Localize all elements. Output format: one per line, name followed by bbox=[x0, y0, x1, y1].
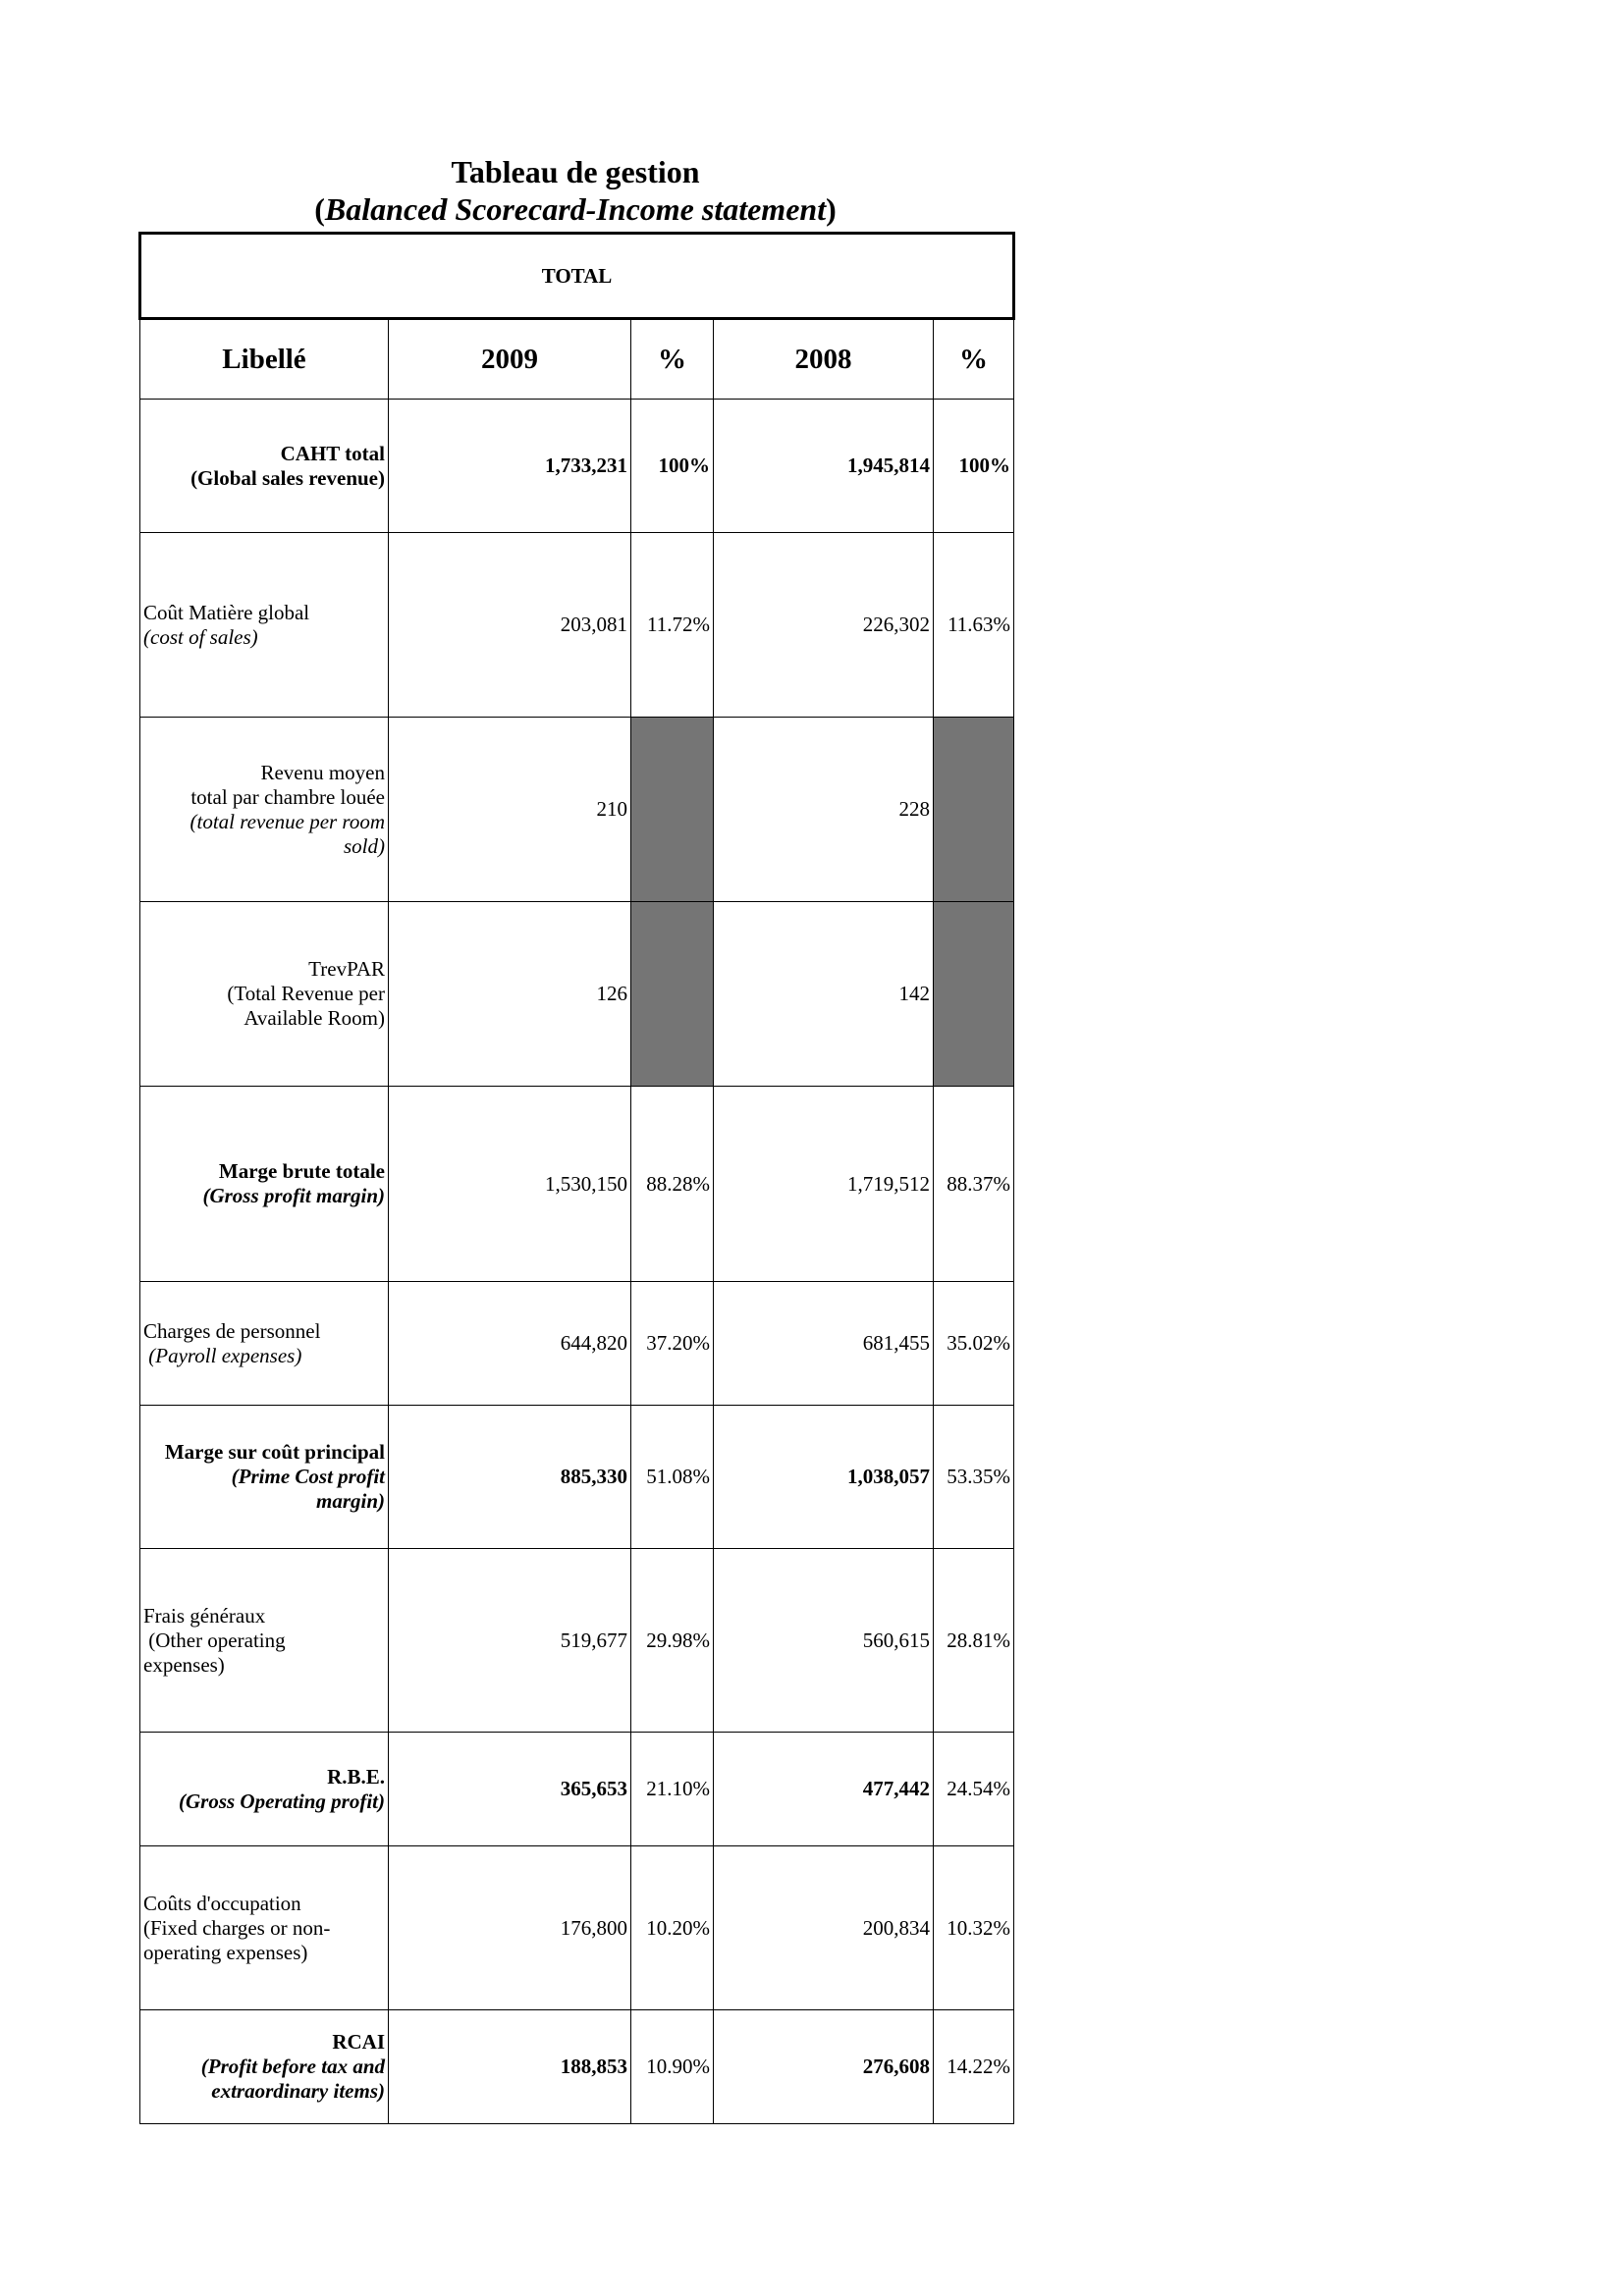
label-line: margin) bbox=[315, 1489, 385, 1513]
subtitle-open-paren: ( bbox=[314, 191, 325, 227]
pct-2008: 35.02% bbox=[934, 1282, 1014, 1406]
total-header: TOTAL bbox=[140, 234, 1014, 319]
label-line: (Fixed charges or non- bbox=[143, 1915, 331, 1940]
table-row-payroll-expenses bbox=[140, 1282, 1014, 1406]
label-line: Marge brute totale bbox=[218, 1159, 385, 1183]
row-label bbox=[140, 1846, 389, 2010]
label-line: (Prime Cost profit bbox=[231, 1465, 385, 1488]
table-row-gross-operating-profit bbox=[140, 1733, 1014, 1846]
value-2008: 142 bbox=[714, 902, 934, 1087]
label-line: (Payroll expenses) bbox=[143, 1343, 302, 1367]
value-2008: 1,719,512 bbox=[714, 1087, 934, 1282]
label-line: (Total Revenue per bbox=[227, 982, 385, 1005]
pct-2008: 10.32% bbox=[934, 1846, 1014, 2010]
col-header-label: Libellé bbox=[140, 319, 389, 400]
pct-2009: 88.28% bbox=[631, 1087, 714, 1282]
value-2008: 1,038,057 bbox=[714, 1406, 934, 1549]
scorecard-table bbox=[138, 232, 1015, 2124]
value-2009: 126 bbox=[389, 902, 631, 1087]
label-line: R.B.E. bbox=[327, 1764, 385, 1789]
value-2009: 188,853 bbox=[389, 2010, 631, 2124]
table-row-trevpar bbox=[140, 902, 1014, 1087]
value-2009: 885,330 bbox=[389, 1406, 631, 1549]
label-line: total par chambre louée bbox=[190, 784, 385, 809]
pct-2009: 51.08% bbox=[631, 1406, 714, 1549]
pct-2008: 14.22% bbox=[934, 2010, 1014, 2124]
table-row-occupancy-costs bbox=[140, 1846, 1014, 2010]
pct-2009: 29.98% bbox=[631, 1549, 714, 1733]
label-line: expenses) bbox=[143, 1652, 225, 1677]
row-label bbox=[140, 400, 389, 533]
label-line: (Profit before tax and bbox=[200, 2055, 385, 2078]
row-label bbox=[140, 2010, 389, 2124]
label-line: CAHT total bbox=[280, 441, 385, 465]
pct-2009: 37.20% bbox=[631, 1282, 714, 1406]
pct-2008: 28.81% bbox=[934, 1549, 1014, 1733]
pct-2008: 88.37% bbox=[934, 1087, 1014, 1282]
value-2009: 365,653 bbox=[389, 1733, 631, 1846]
page-subtitle bbox=[138, 190, 1012, 228]
value-2009: 1,530,150 bbox=[389, 1087, 631, 1282]
label-line: (Gross Operating profit) bbox=[178, 1789, 385, 1813]
row-label bbox=[140, 1733, 389, 1846]
pct-2008: 24.54% bbox=[934, 1733, 1014, 1846]
value-2008: 276,608 bbox=[714, 2010, 934, 2124]
row-label bbox=[140, 533, 389, 718]
col-header-pct-2008: % bbox=[934, 319, 1014, 400]
value-2009: 176,800 bbox=[389, 1846, 631, 2010]
label-line: Coût Matière global bbox=[143, 600, 310, 624]
table-row-cost-of-sales bbox=[140, 533, 1014, 718]
table-row-prime-cost-margin bbox=[140, 1406, 1014, 1549]
label-line: (Gross profit margin) bbox=[202, 1184, 385, 1207]
pct-2009: 11.72% bbox=[631, 533, 714, 718]
label-line: RCAI bbox=[332, 2030, 385, 2054]
value-2009: 203,081 bbox=[389, 533, 631, 718]
pct-2009-shaded bbox=[631, 902, 714, 1087]
row-label bbox=[140, 902, 389, 1087]
pct-2008: 53.35% bbox=[934, 1406, 1014, 1549]
table-row-gross-profit-margin bbox=[140, 1087, 1014, 1282]
pct-2008-shaded bbox=[934, 902, 1014, 1087]
pct-2008: 11.63% bbox=[934, 533, 1014, 718]
value-2008: 226,302 bbox=[714, 533, 934, 718]
subtitle-text: Balanced Scorecard-Income statement bbox=[324, 191, 827, 227]
row-label bbox=[140, 1087, 389, 1282]
table-row-other-operating-expenses bbox=[140, 1549, 1014, 1733]
value-2009: 210 bbox=[389, 718, 631, 902]
value-2008: 1,945,814 bbox=[714, 400, 934, 533]
subtitle-close-paren: ) bbox=[826, 191, 837, 227]
table-row-profit-before-tax bbox=[140, 2010, 1014, 2124]
label-line: (cost of sales) bbox=[143, 624, 258, 649]
col-header-2008: 2008 bbox=[714, 319, 934, 400]
col-header-2009: 2009 bbox=[389, 319, 631, 400]
label-line: Frais généraux bbox=[143, 1603, 266, 1628]
pct-2009: 100% bbox=[631, 400, 714, 533]
label-line: sold) bbox=[344, 833, 385, 858]
table-row-caht-total bbox=[140, 400, 1014, 533]
pct-2008-shaded bbox=[934, 718, 1014, 902]
pct-2008: 100% bbox=[934, 400, 1014, 533]
pct-2009: 10.90% bbox=[631, 2010, 714, 2124]
value-2009: 1,733,231 bbox=[389, 400, 631, 533]
value-2008: 681,455 bbox=[714, 1282, 934, 1406]
value-2009: 519,677 bbox=[389, 1549, 631, 1733]
table-row-revenue-per-room bbox=[140, 718, 1014, 902]
pct-2009: 21.10% bbox=[631, 1733, 714, 1846]
row-label bbox=[140, 1549, 389, 1733]
row-label bbox=[140, 1282, 389, 1406]
page-title: Tableau de gestion bbox=[451, 154, 700, 189]
row-label bbox=[140, 718, 389, 902]
value-2008: 200,834 bbox=[714, 1846, 934, 2010]
value-2009: 644,820 bbox=[389, 1282, 631, 1406]
label-line: (Other operating bbox=[143, 1628, 286, 1652]
label-line: operating expenses) bbox=[143, 1940, 308, 1964]
row-label bbox=[140, 1406, 389, 1549]
col-header-pct-2009: % bbox=[631, 319, 714, 400]
value-2008: 477,442 bbox=[714, 1733, 934, 1846]
label-line: Coûts d'occupation bbox=[143, 1891, 301, 1915]
label-line: (Global sales revenue) bbox=[190, 465, 385, 490]
label-line: TrevPAR bbox=[308, 957, 385, 981]
value-2008: 228 bbox=[714, 718, 934, 902]
label-line: Available Room) bbox=[244, 1006, 385, 1030]
label-line: Revenu moyen bbox=[260, 760, 385, 784]
pct-2009-shaded bbox=[631, 718, 714, 902]
label-line: Marge sur coût principal bbox=[164, 1440, 385, 1464]
label-line: (total revenue per room bbox=[189, 809, 385, 833]
pct-2009: 10.20% bbox=[631, 1846, 714, 2010]
label-line: extraordinary items) bbox=[211, 2079, 385, 2103]
value-2008: 560,615 bbox=[714, 1549, 934, 1733]
label-line: Charges de personnel bbox=[143, 1318, 321, 1343]
